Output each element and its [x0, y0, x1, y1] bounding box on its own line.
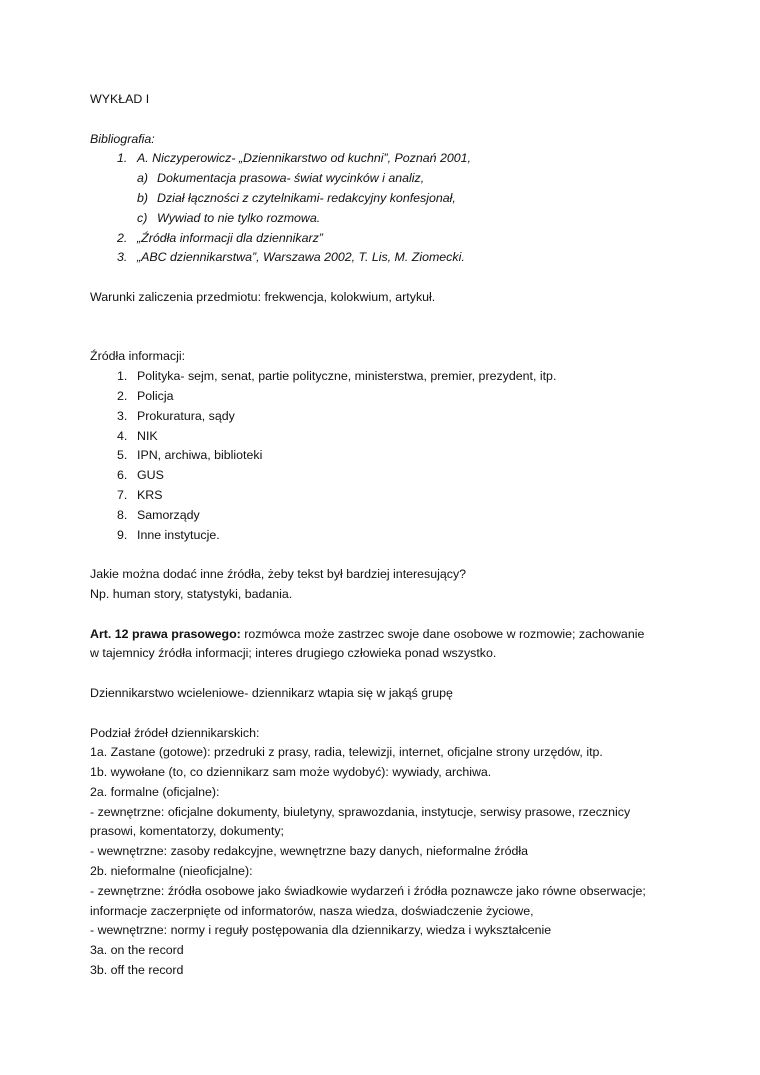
item-text: Samorządy — [137, 507, 200, 522]
lecture-heading: WYKŁAD I — [90, 92, 150, 106]
item-number: 1. — [117, 369, 128, 384]
answer-line: Np. human story, statystyki, badania. — [90, 586, 293, 601]
source-item — [90, 387, 680, 407]
division-line: 2a. formalne (oficjalne): — [90, 784, 220, 799]
embedded-journalism: Dziennikarstwo wcieleniowe- dziennikarz wtapia się w jakąś grupę — [90, 685, 453, 700]
item-text: Policja — [137, 388, 174, 403]
item-number: 7. — [117, 487, 128, 502]
item-text: Dokumentacja prasowa- świat wycinków i analiz, — [157, 171, 425, 186]
course-conditions: Warunki zaliczenia przedmiotu: frekwencja, kolokwium, artykuł. — [90, 289, 436, 304]
bibliography-item — [90, 149, 680, 169]
item-number: 3. — [117, 250, 128, 265]
item-number: 4. — [117, 428, 128, 443]
bibliography-subitem — [90, 209, 680, 229]
division-label: Podział źródeł dziennikarskich: — [90, 725, 260, 740]
press-law-paragraph — [90, 625, 680, 645]
item-number: 3. — [117, 408, 128, 423]
source-item — [90, 486, 680, 506]
item-text: „Źródła informacji dla dziennikarz” — [137, 230, 323, 245]
press-law-continuation: w tajemnicy źródła informacji; interes drugiego człowieka ponad wszystko. — [90, 646, 497, 661]
source-item — [90, 446, 680, 466]
division-line: - wewnętrzne: zasoby redakcyjne, wewnętrzne bazy danych, nieformalne źródła — [90, 844, 529, 859]
item-text: Polityka- sejm, senat, partie polityczne, ministerstwa, premier, prezydent, itp. — [137, 369, 557, 384]
item-text: IPN, archiwa, biblioteki — [137, 448, 263, 463]
item-number: 2. — [117, 388, 128, 403]
division-line: 3b. off the record — [90, 963, 184, 978]
sources-section — [90, 347, 680, 545]
item-text: KRS — [137, 487, 163, 502]
division-line: - zewnętrzne: źródła osobowe jako świadkowie wydarzeń i źródła poznawcze jako równe obserwacje; — [90, 883, 646, 898]
bibliography-item — [90, 248, 680, 268]
item-number: 9. — [117, 527, 128, 542]
source-item — [90, 506, 680, 526]
division-line: informacje zaczerpnięte od informatorów, nasza wiedza, doświadczenie życiowe, — [90, 903, 534, 918]
item-number: 5. — [117, 448, 128, 463]
press-law-title: Art. 12 prawa prasowego: — [90, 626, 241, 641]
bibliography-subitem — [90, 169, 680, 189]
division-line: 1a. Zastane (gotowe): przedruki z prasy, radia, telewizji, internet, oficjalne strony urzędów, itp. — [90, 745, 603, 760]
division-line: prasowi, komentatorzy, dokumenty; — [90, 824, 284, 839]
division-line: - wewnętrzne: normy i reguły postępowania dla dziennikarzy, wiedza i wykształcenie — [90, 923, 552, 938]
source-item — [90, 407, 680, 427]
item-number: 6. — [117, 468, 128, 483]
item-number: 8. — [117, 507, 128, 522]
source-item — [90, 526, 680, 546]
bibliography-label: Bibliografia: — [90, 131, 155, 146]
item-text: Dział łączności z czytelnikami- redakcyjny konfesjonał, — [157, 190, 456, 205]
division-line: - zewnętrzne: oficjalne dokumenty, biuletyny, sprawozdania, instytucje, serwisy prasowe, rzecznicy — [90, 804, 631, 819]
item-text: Prokuratura, sądy — [137, 408, 235, 423]
bibliography-section — [90, 130, 680, 269]
division-line: 1b. wywołane (to, co dziennikarz sam może wydobyć): wywiady, archiwa. — [90, 765, 492, 780]
bibliography-item — [90, 229, 680, 249]
source-item — [90, 427, 680, 447]
item-text: A. Niczyperowicz- „Dziennikarstwo od kuchni”, Poznań 2001, — [137, 151, 472, 166]
item-number: 1. — [117, 151, 128, 166]
source-item — [90, 367, 680, 387]
item-letter: a) — [137, 171, 149, 186]
sources-label: Źródła informacji: — [90, 349, 186, 364]
item-text: NIK — [137, 428, 158, 443]
division-line: 2b. nieformalne (nieoficjalne): — [90, 864, 253, 879]
division-line: 3a. on the record — [90, 943, 184, 958]
item-text: Inne instytucje. — [137, 527, 220, 542]
question-line: Jakie można dodać inne źródła, żeby tekst był bardziej interesujący? — [90, 567, 467, 582]
item-text: Wywiad to nie tylko rozmowa. — [157, 210, 321, 225]
item-text: GUS — [137, 468, 164, 483]
source-item — [90, 466, 680, 486]
item-text: „ABC dziennikarstwa”, Warszawa 2002, T. Lis, M. Ziomecki. — [137, 250, 465, 265]
item-letter: b) — [137, 190, 149, 205]
bibliography-list — [90, 149, 680, 268]
item-letter: c) — [137, 210, 148, 225]
division-section — [90, 724, 680, 981]
item-number: 2. — [117, 230, 128, 245]
sources-list — [90, 367, 680, 545]
press-law-text: rozmówca może zastrzec swoje dane osobowe w rozmowie; zachowanie — [240, 626, 645, 641]
bibliography-subitem — [90, 189, 680, 209]
